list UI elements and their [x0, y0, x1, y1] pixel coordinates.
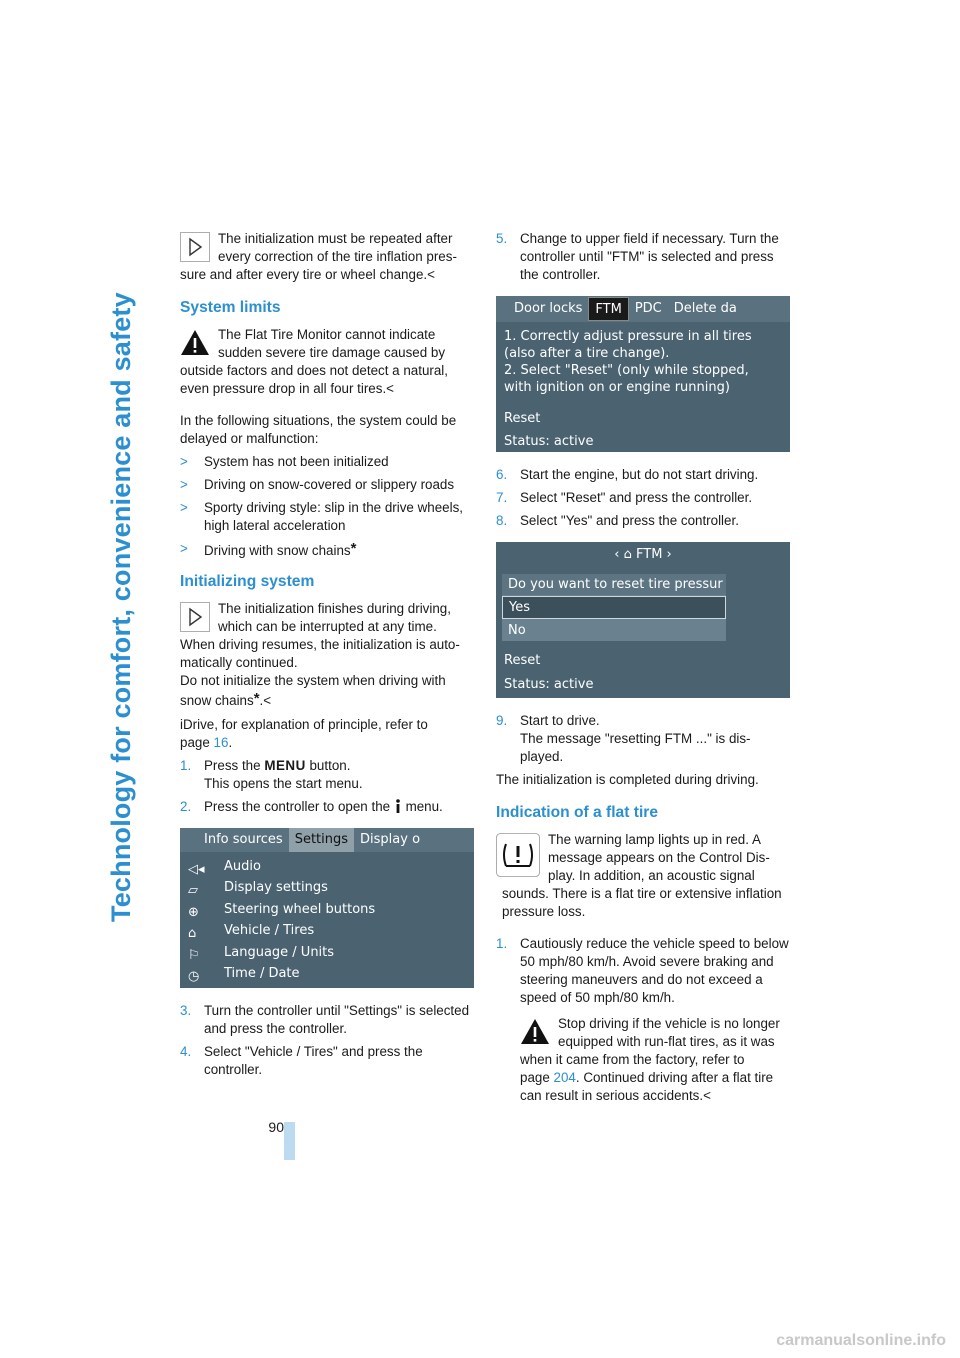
note-arrow-icon: [180, 602, 210, 632]
screen-tabs: [496, 296, 790, 322]
heading-system-limits: System limits: [180, 299, 281, 316]
screen-instruction-line: (also after a tire change).: [504, 346, 670, 361]
end-mark: <: [263, 693, 272, 708]
tab-door-locks: Door locks: [514, 301, 583, 316]
heading-flat-tire: Indication of a flat tire: [496, 804, 659, 821]
screen-instruction-line: 2. Select "Reset" (only while stopped,: [504, 363, 749, 378]
list-item: > Sporty driving style: slip in the drive wheels, high lateral acceleration: [180, 500, 463, 533]
list-item: > Driving with snow chains*: [180, 540, 357, 558]
screen-title: FTM: [636, 547, 663, 562]
page-number: 90: [268, 1119, 284, 1135]
screen-instruction-line: with ignition on or engine running): [504, 380, 730, 395]
step-8: 8. Select "Yes" and press the controller.: [496, 513, 739, 528]
screen-tabs: [180, 828, 474, 852]
step-3: 3. Turn the controller until "Settings" is selected and press the controller.: [180, 1003, 470, 1036]
warning-line: outside factors and does not detect a natural,: [180, 363, 448, 378]
page-link-204[interactable]: 204: [553, 1070, 576, 1085]
tab-delete-data: Delete da: [673, 301, 737, 316]
left-column: [180, 230, 474, 1084]
arrow-left-icon: ‹: [614, 547, 620, 562]
menu-button-label: MENU: [264, 758, 306, 773]
clock-icon: ◷: [188, 969, 200, 985]
screen-instruction-line: 1. Correctly adjust pressure in all tires: [504, 329, 752, 344]
language-icon: ⚐: [188, 947, 200, 963]
note-line: sure and after every tire or wheel change.: [180, 267, 428, 282]
step-2: 2. Press the controller to open the menu.: [180, 799, 443, 814]
idrive-reference: iDrive, for explanation of principle, refer to page 16.: [180, 717, 428, 750]
info-icon: [394, 799, 402, 813]
warning-system-limits: [180, 326, 474, 398]
warning-line: even pressure drop in all four tires.: [180, 381, 387, 396]
steering-wheel-icon: ⊕: [188, 904, 199, 920]
completion-text: The initialization is completed during driving.: [496, 772, 759, 787]
dialog-question: Do you want to reset tire pressur: [502, 574, 726, 595]
menu-item: ⊕ Steering wheel buttons: [188, 901, 376, 920]
menu-item: ◷ Time / Date: [188, 966, 300, 985]
car-icon: ⌂: [188, 926, 197, 942]
tab-ftm: FTM: [588, 297, 628, 321]
warning-run-flat: Stop driving if the vehicle is no longer equipped with run-flat tires, as it was when it came from the factory, refer to page 204. Continued driving after a flat tire can result in serious accidents.<: [520, 1016, 780, 1103]
car-icon: ⌂: [623, 547, 632, 562]
screen-start-menu: [180, 828, 474, 988]
flat-tire-indication: The warning lamp lights up in red. A message appears on the Control Dis- play. In addition, an acoustic signal sounds. There is a flat tire or extensive inflation pressure loss.: [496, 831, 790, 921]
menu-item: ▱ Display settings: [188, 880, 328, 899]
screen-status: Status: active: [504, 434, 594, 449]
heading-initializing: Initializing system: [180, 573, 315, 590]
list-item: > Driving on snow-covered or slippery roads: [180, 477, 455, 492]
list-item: > System has not been initialized: [180, 454, 389, 469]
screen-ftm: [496, 296, 790, 452]
note-arrow-icon: [180, 232, 210, 262]
note-line: every correction of the tire inflation pres-: [218, 249, 457, 264]
menu-item: ◁◂ Audio: [188, 858, 261, 877]
tab-info-sources: Info sources: [204, 832, 283, 847]
dialog-option-no: No: [508, 623, 526, 638]
page-link-16[interactable]: 16: [213, 735, 229, 750]
end-mark: <: [703, 1088, 711, 1103]
display-icon: ▱: [188, 883, 198, 899]
right-column: [496, 230, 790, 1119]
situations-intro: In the following situations, the system could be delayed or malfunction:: [180, 413, 457, 446]
warning-line: The Flat Tire Monitor cannot indicate: [218, 327, 436, 342]
tab-settings: Settings: [289, 828, 354, 852]
end-mark: <: [427, 267, 435, 282]
warning-line: sudden severe tire damage caused by: [218, 345, 446, 360]
footer-watermark: carmanualsonline.info: [776, 1332, 946, 1349]
optional-equipment-star-icon: *: [253, 690, 260, 707]
step-9: 9. Start to drive. The message "resetting FTM ..." is dis- played.: [496, 713, 751, 764]
note-line: The initialization must be repeated after: [218, 231, 453, 246]
screen-title-bar: [496, 542, 790, 568]
warning-triangle-icon: [520, 1017, 550, 1047]
tire-pressure-warning-icon: [496, 833, 540, 877]
step-4: 4. Select "Vehicle / Tires" and press the controller.: [180, 1044, 423, 1077]
flat-step-1: 1. Cautiously reduce the vehicle speed to below 50 mph/80 km/h. Avoid severe braking and steering maneuvers and do not exceed a speed of 50 mph/80 km/h.: [496, 936, 789, 1005]
screen-status: Status: active: [504, 677, 594, 692]
screen-ftm-reset: [496, 542, 790, 698]
arrow-right-icon: ›: [666, 547, 672, 562]
step-6: 6. Start the engine, but do not start driving.: [496, 467, 759, 482]
warning-triangle-icon: [180, 328, 210, 358]
step-7: 7. Select "Reset" and press the controller.: [496, 490, 753, 505]
note-initializing: The initialization finishes during driving, which can be interrupted at any time. When driving resumes, the initialization is auto- matically continued. Do not initialize the system when driving with snow chains*.<: [180, 601, 460, 708]
step-1: 1. Press the MENU button. This opens the start menu.: [180, 758, 363, 791]
page-marker-bar: [284, 1122, 295, 1160]
screen-reset: Reset: [504, 411, 541, 426]
optional-equipment-star-icon: *: [350, 540, 357, 557]
tab-pdc: PDC: [634, 301, 662, 316]
menu-item: ⌂ Vehicle / Tires: [188, 923, 315, 942]
chapter-side-title: Technology for comfort, convenience and safety: [106, 292, 136, 922]
step-5: 5. Change to upper field if necessary. Turn the controller until "FTM" is selected and press the controller.: [496, 231, 779, 282]
reset-dialog: [502, 574, 726, 641]
tab-display: Display o: [360, 832, 421, 847]
menu-item: ⚐ Language / Units: [188, 944, 335, 963]
audio-icon: ◁◂: [188, 861, 205, 877]
end-mark: <: [386, 381, 394, 396]
note-initialization: [180, 230, 474, 284]
dialog-option-yes: Yes: [502, 596, 726, 619]
screen-reset: Reset: [504, 653, 541, 668]
